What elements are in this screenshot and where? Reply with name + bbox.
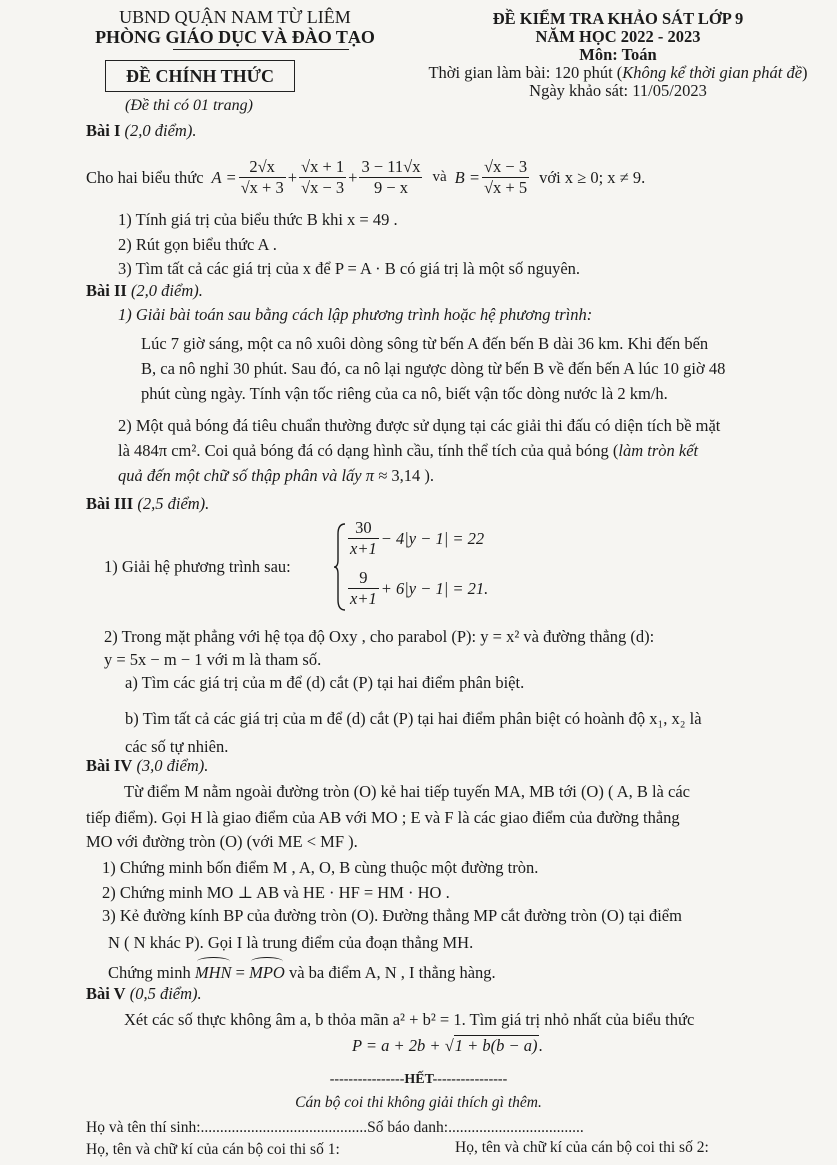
candidate-number-label: Số báo danh: bbox=[367, 1119, 449, 1136]
section-3-heading bbox=[86, 494, 209, 514]
section-2-heading bbox=[86, 281, 203, 301]
numerator: 3 − 11√x bbox=[361, 157, 421, 176]
section-5-line-1: Xét các số thực không âm a, b thỏa mãn a² + b² = 1. Tìm giá trị nhỏ nhất của biểu thức bbox=[124, 1010, 695, 1029]
section-4-intro-line-1: Từ điểm M nằm ngoài đường tròn (O) kẻ hai tiếp tuyến MA, MB tới (O) ( A, B là các bbox=[124, 782, 690, 801]
section-4-intro-line-3: MO với đường tròn (O) (với ME < MF ). bbox=[86, 832, 358, 851]
numerator: 2√x bbox=[239, 157, 286, 178]
numerator: 30 bbox=[348, 518, 379, 539]
section-2-item-1-heading: 1) Giải bài toán sau bằng cách lập phương trình hoặc hệ phương trình: bbox=[118, 305, 593, 324]
duration-prefix: Thời gian làm bài: 120 phút ( bbox=[428, 63, 623, 82]
expr-a-term-1 bbox=[239, 157, 286, 198]
authority: UBND QUẬN NAM TỪ LIÊM bbox=[119, 7, 351, 27]
exam-date: Ngày khảo sát: 11/05/2023 bbox=[529, 81, 707, 100]
radicand: 1 + b(b − a) bbox=[454, 1036, 538, 1055]
department: PHÒNG GIÁO DỤC VÀ ĐÀO TẠO bbox=[95, 27, 375, 47]
plus-op: + bbox=[348, 167, 358, 187]
department-underline bbox=[173, 49, 349, 50]
angle-mpo: MPO bbox=[249, 959, 285, 983]
expr-b bbox=[482, 157, 529, 198]
expr-a-term-2 bbox=[299, 157, 346, 198]
section-2-item-2-line-3 bbox=[118, 466, 434, 486]
section-3-item-2-line-1: 2) Trong mặt phẳng với hệ tọa độ Oxy , cho parabol (P): y = x² và đường thẳng (d): bbox=[104, 627, 655, 646]
and-word: và bbox=[432, 169, 447, 185]
section-2-item-1-line-1: Lúc 7 giờ sáng, một ca nô xuôi dòng sông từ bến A đến bến B dài 36 km. Khi đến bến bbox=[141, 334, 709, 353]
section-4-item-3-line-3 bbox=[108, 959, 496, 983]
equation-fraction bbox=[348, 518, 379, 559]
denominator: 9 − x bbox=[373, 178, 408, 197]
exam-title: ĐỀ KIỂM TRA KHẢO SÁT LỚP 9 bbox=[492, 9, 744, 28]
section-title: Bài II bbox=[86, 281, 127, 300]
text: và ba điểm A, N , I thẳng hàng. bbox=[288, 963, 496, 982]
section-points: (0,5 điểm). bbox=[129, 984, 202, 1003]
section-title: Bài V bbox=[86, 984, 126, 1003]
equation-fraction bbox=[348, 568, 379, 609]
expr-a-lhs: A = bbox=[211, 167, 237, 187]
system-brace bbox=[333, 522, 347, 612]
section-1-item-3: 3) Tìm tất cả các giá trị của x để P = A · B có giá trị là một số nguyên. bbox=[118, 259, 581, 278]
section-3-item-2a: a) Tìm các giá trị của m để (d) cắt (P) tại hai điểm phân biệt. bbox=[125, 673, 525, 692]
intro-text: Cho hai biểu thức bbox=[86, 167, 204, 187]
section-2-item-2-line-1: 2) Một quả bóng đá tiêu chuẩn thường được sử dụng tại các giải thi đấu có diện tích bề mặt bbox=[118, 416, 721, 435]
section-5-heading bbox=[86, 984, 202, 1004]
square-root: √1 + b(b − a) bbox=[444, 1036, 538, 1055]
denominator: √x − 3 bbox=[301, 178, 345, 197]
candidate-info-line bbox=[86, 1119, 584, 1137]
duration-suffix: ) bbox=[802, 63, 808, 82]
section-5-formula bbox=[352, 1036, 543, 1056]
equals: = bbox=[235, 963, 245, 982]
condition: với x ≥ 0; x ≠ 9. bbox=[539, 167, 646, 187]
proctor-2-label: Họ, tên và chữ kí của cán bộ coi thi số 2: bbox=[455, 1139, 709, 1156]
equation-rest: − 4|y − 1| = 22 bbox=[380, 528, 485, 548]
text: là 484π cm². Coi quả bóng đá có dạng hình cầu, tính thể tích của quả bóng ( bbox=[118, 441, 619, 460]
expr-a-term-3 bbox=[359, 157, 422, 198]
italic-text: làm tròn kết bbox=[618, 441, 699, 460]
section-points: (2,0 điểm). bbox=[124, 121, 197, 140]
system-equation-2 bbox=[346, 568, 488, 609]
text: 3,14 ). bbox=[391, 466, 434, 485]
official-badge: ĐỀ CHÍNH THỨC bbox=[105, 60, 295, 92]
section-3-item-2b-line-2: các số tự nhiên. bbox=[125, 737, 229, 756]
denominator: x+1 bbox=[350, 589, 377, 608]
denominator: √x + 5 bbox=[483, 178, 528, 197]
section-title: Bài I bbox=[86, 121, 121, 140]
angle-mhn: MHN bbox=[195, 959, 232, 983]
section-4-item-3-line-2: N ( N khác P). Gọi I là trung điểm của đoạn thẳng MH. bbox=[108, 933, 474, 952]
formula-suffix: . bbox=[538, 1036, 543, 1055]
proctor-note: Cán bộ coi thi không giải thích gì thêm. bbox=[295, 1094, 542, 1111]
section-2-item-1-line-3: phút cùng ngày. Tính vận tốc riêng của ca nô, biết vận tốc dòng nước là 2 km/h. bbox=[141, 384, 668, 403]
page-count-note: (Đề thi có 01 trang) bbox=[125, 97, 253, 114]
section-2-item-1-line-2: B, ca nô nghỉ 30 phút. Sau đó, ca nô lại ngược dòng từ bến B về đến bến A lúc 10 giờ 48 bbox=[141, 359, 726, 378]
equation-rest: + 6|y − 1| = 21. bbox=[380, 578, 489, 598]
system-equation-1 bbox=[346, 518, 484, 559]
text: Chứng minh bbox=[108, 963, 191, 982]
numerator: √x + 1 bbox=[301, 157, 345, 176]
formula-prefix: P = a + 2b + bbox=[352, 1036, 445, 1055]
section-1-item-1: 1) Tính giá trị của biểu thức B khi x = 49 . bbox=[118, 210, 398, 229]
section-4-item-3-line-1: 3) Kẻ đường kính BP của đường tròn (O). Đường thẳng MP cắt đường tròn (O) tại điểm bbox=[102, 906, 682, 925]
school-year: NĂM HỌC 2022 - 2023 bbox=[535, 27, 701, 46]
denominator: x+1 bbox=[350, 539, 377, 558]
duration-note: Không kể thời gian phát đề bbox=[622, 63, 803, 82]
section-1-expressions bbox=[86, 157, 645, 198]
section-points: (3,0 điểm). bbox=[136, 756, 209, 775]
numerator: √x − 3 bbox=[483, 157, 528, 176]
section-points: (2,5 điểm). bbox=[137, 494, 210, 513]
candidate-number-field[interactable]: ................................... bbox=[448, 1119, 584, 1136]
header-left bbox=[70, 8, 400, 47]
plus-op: + bbox=[287, 167, 298, 187]
candidate-name-label: Họ và tên thí sinh: bbox=[86, 1119, 201, 1136]
denominator: √x + 3 bbox=[240, 178, 284, 197]
section-1-heading bbox=[86, 121, 196, 141]
subject: Môn: Toán bbox=[579, 45, 657, 64]
end-marker: ----------------HẾT---------------- bbox=[329, 1072, 508, 1087]
section-4-heading bbox=[86, 756, 208, 776]
section-3-item-1-label: 1) Giải hệ phương trình sau: bbox=[104, 557, 291, 576]
italic-text: quả đến một chữ số thập phân và lấy π ≈ bbox=[118, 466, 392, 485]
section-4-intro-line-2: tiếp điểm). Gọi H là giao điểm của AB với MO ; E và F là các giao điểm của đường thẳng bbox=[86, 808, 680, 827]
expr-b-lhs: B = bbox=[454, 167, 480, 187]
candidate-name-field[interactable]: ........................................... bbox=[200, 1119, 368, 1136]
section-title: Bài IV bbox=[86, 756, 133, 775]
numerator: 9 bbox=[348, 568, 379, 589]
proctor-1-label: Họ, tên và chữ kí của cán bộ coi thi số 1: bbox=[86, 1141, 340, 1158]
section-4-item-2: 2) Chứng minh MO ⊥ AB và HE · HF = HM · HO . bbox=[102, 883, 450, 902]
section-3-item-2-line-2: y = 5x − m − 1 với m là tham số. bbox=[104, 650, 322, 669]
section-2-item-2-line-2 bbox=[118, 441, 698, 461]
section-title: Bài III bbox=[86, 494, 134, 513]
section-points: (2,0 điểm). bbox=[130, 281, 203, 300]
header-right bbox=[398, 10, 837, 100]
section-3-item-2b-line-1: b) Tìm tất cả các giá trị của m để (d) cắt (P) tại hai điểm phân biệt có hoành độ x₁, x₂ là bbox=[125, 709, 702, 728]
duration bbox=[398, 64, 837, 82]
section-1-item-2: 2) Rút gọn biểu thức A . bbox=[118, 235, 277, 254]
section-4-item-1: 1) Chứng minh bốn điểm M , A, O, B cùng thuộc một đường tròn. bbox=[102, 858, 539, 877]
